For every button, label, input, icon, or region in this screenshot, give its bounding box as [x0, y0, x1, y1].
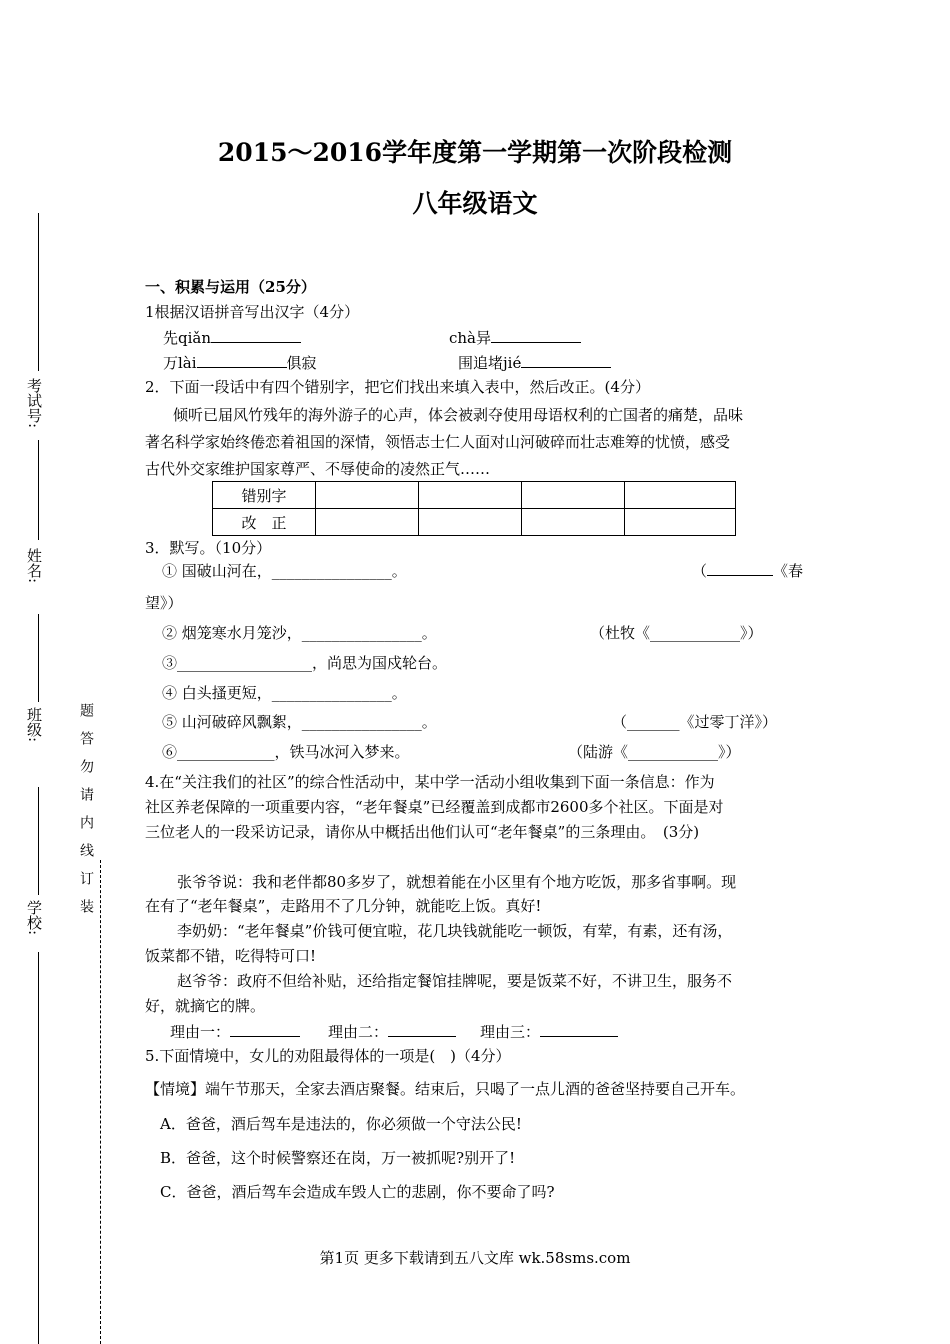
binding-line [38, 614, 39, 702]
q3-line: ④ 白头搔更短，________________。 [162, 684, 407, 702]
q1-item-b: chà异 [449, 327, 581, 348]
section-heading: 一、积累与运用（25分） [145, 278, 316, 296]
q2-passage-line: 古代外交家维护国家尊严、不辱使命的凌然正气…… [145, 460, 491, 478]
q2-passage-line: 著名科学家始终倦恋着祖国的深情，领悟志士仁人面对山河破碎而壮志难筹的忧愤，感受 [145, 433, 731, 451]
q5-prompt: 5.下面情境中，女儿的劝阻最得体的一项是( )（4分） [145, 1047, 511, 1065]
q1-item-a: 先qiǎn [163, 327, 301, 348]
answer-cell[interactable] [522, 482, 625, 509]
q4-interview-line: 饭菜都不错，吃得特可口! [145, 947, 317, 965]
answer-cell[interactable] [419, 482, 522, 509]
q2-passage-line: 倾听已届风竹残年的海外游子的心声，体会被剥夺使用母语权利的亡国者的痛楚，品味 [173, 406, 744, 424]
q3-line-source: （_______《过零丁洋》） [612, 713, 778, 731]
page-subtitle: 八年级语文 [412, 189, 538, 218]
q4-interview-line: 张爷爷说：我和老伴都80多岁了，就想着能在小区里有个地方吃饭，那多省事啊。现 [177, 873, 737, 891]
q3-line-source: （陆游《____________》） [568, 743, 741, 761]
binding-line [38, 787, 39, 895]
q3-line: ① 国破山河在，________________。 [162, 562, 407, 580]
binding-line [38, 952, 39, 1344]
school-label: 学校: [25, 900, 43, 936]
name-label: 姓名: [25, 548, 43, 584]
q4-interview-line: 李奶奶：“老年餐桌”价钱可便宜啦，花几块钱就能吃一顿饭，有荤，有素，还有汤， [177, 922, 733, 940]
exam-no-label: 考试号: [25, 378, 43, 429]
answer-cell[interactable] [419, 509, 522, 536]
q4-prompt-line: 三位老人的一段采访记录，请你从中概括出他们认可“老年餐桌”的三条理由。 (3分) [145, 823, 700, 841]
answer-cell[interactable] [625, 509, 736, 536]
q5-option-a: A．爸爸，酒后驾车是违法的，你必须做一个守法公民! [160, 1115, 522, 1133]
q3-line: ② 烟笼寒水月笼沙，________________。 [162, 624, 437, 642]
binding-dashed-line [100, 860, 101, 1344]
table-header-correct: 改 正 [213, 509, 316, 536]
q3-line: ③__________________，尚思为国戍轮台。 [162, 654, 448, 672]
answer-cell[interactable] [316, 482, 419, 509]
answer-cell[interactable] [625, 482, 736, 509]
q1-item-c: 万lài 俱寂 [163, 354, 317, 372]
q4-reason-1: 理由一： [170, 1021, 300, 1042]
q5-option-b: B．爸爸，这个时候警察还在岗，万一被抓呢?别开了! [160, 1149, 516, 1167]
error-correction-table [212, 481, 736, 536]
q3-line-source: （ 《春 [692, 562, 804, 580]
q1-prompt: 1根据汉语拼音写出汉字（4分） [145, 303, 360, 321]
table-header-wrong: 错别字 [213, 482, 316, 509]
q4-interview-line: 在有了“老年餐桌”，走路用不了几分钟，就能吃上饭。真好! [145, 897, 542, 915]
q4-interview-line: 好，就摘它的牌。 [145, 997, 266, 1015]
q3-line: ⑥_____________，铁马冰河入梦来。 [162, 743, 410, 761]
q3-line: ⑤ 山河破碎风飘絮，________________。 [162, 713, 437, 731]
q4-prompt-line: 4.在“关注我们的社区”的综合性活动中，某中学一活动小组收集到下面一条信息：作为 [145, 773, 715, 791]
binding-line [38, 213, 39, 371]
class-label: 班级: [25, 707, 43, 743]
answer-cell[interactable] [522, 509, 625, 536]
q4-prompt-line: 社区养老保障的一项重要内容，“老年餐桌”已经覆盖到成都市2600多个社区。下面是对 [145, 798, 724, 816]
binding-line [38, 440, 39, 540]
q4-reason-2: 理由二： [328, 1021, 456, 1042]
answer-cell[interactable] [316, 509, 419, 536]
q1-item-d: 围追堵jié [458, 352, 611, 373]
q5-situation: 【情境】端午节那天，全家去酒店聚餐。结束后，只喝了一点儿酒的爸爸坚持要自己开车。 [145, 1080, 746, 1098]
q4-reason-3: 理由三： [480, 1021, 618, 1042]
q4-interview-line: 赵爷爷：政府不但给补贴，还给指定餐馆挂牌呢，要是饭菜不好，不讲卫生，服务不 [177, 972, 733, 990]
q2-prompt: 2．下面一段话中有四个错别字，把它们找出来填入表中，然后改正。(4分） [145, 378, 650, 396]
q3-line-wrap: 望》） [145, 594, 183, 612]
binding-warning: 题答勿请内线订装 [78, 703, 94, 927]
q3-line-source: （杜牧《____________》） [590, 624, 763, 642]
q5-option-c: C．爸爸，酒后驾车会造成车毁人亡的悲剧，你不要命了吗? [160, 1183, 555, 1201]
page-title: 2015～2016学年度第一学期第一次阶段检测 [217, 138, 733, 167]
page-footer: 第1页 更多下载请到五八文库 wk.58sms.com [319, 1249, 631, 1267]
q3-prompt: 3．默写。（10分） [145, 539, 272, 557]
